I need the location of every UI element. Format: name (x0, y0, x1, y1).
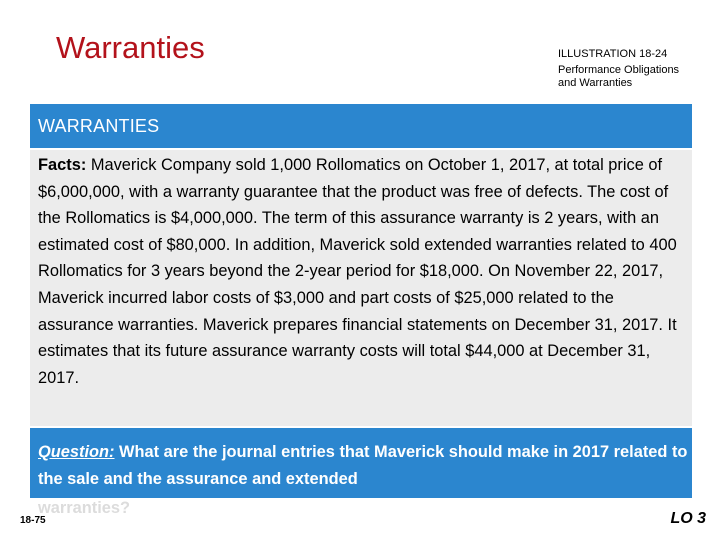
illustration-reference (558, 48, 718, 90)
question-box (30, 428, 692, 498)
question-paragraph (38, 439, 688, 493)
facts-label: Facts: (38, 156, 87, 174)
question-body: What are the journal entries that Maverick should make in 2017 related to the sale and the assurance and extended (38, 443, 688, 488)
question-overflow-text: warranties? (38, 499, 131, 517)
illustration-line-2: and Warranties (558, 77, 633, 89)
facts-box (30, 150, 692, 426)
illustration-number: ILLUSTRATION 18-24 (558, 48, 668, 60)
facts-body: Maverick Company sold 1,000 Rollomatics on October 1, 2017, at total price of $6,000,000, with a warranty guarantee that the product was free of defects. The cost of the Rollomatics is $4,000,000. The term of this assurance warranty is 2 years, with an estimated cost of $80,000. In addition, Maverick sold extended warranties related to 400 Rollomatics for 3 years beyond the 2-year period for $18,000. On November 22, 2017, Maverick incurred labor costs of $3,000 and part costs of $25,000 related to the assurance warranties. Maverick prepares financial statements on December 31, 2017. It estimates that its future assurance warranty costs will total $44,000 at December 31, 2017. (38, 156, 677, 387)
slide-title: Warranties (56, 30, 205, 65)
illustration-line-1: Performance Obligations (558, 64, 680, 76)
facts-paragraph (38, 152, 688, 391)
section-banner (30, 104, 692, 148)
banner-heading: WARRANTIES (38, 116, 160, 136)
slide-number: 18-75 (20, 515, 46, 526)
learning-objective: LO 3 (670, 510, 706, 527)
question-label: Question: (38, 443, 115, 461)
